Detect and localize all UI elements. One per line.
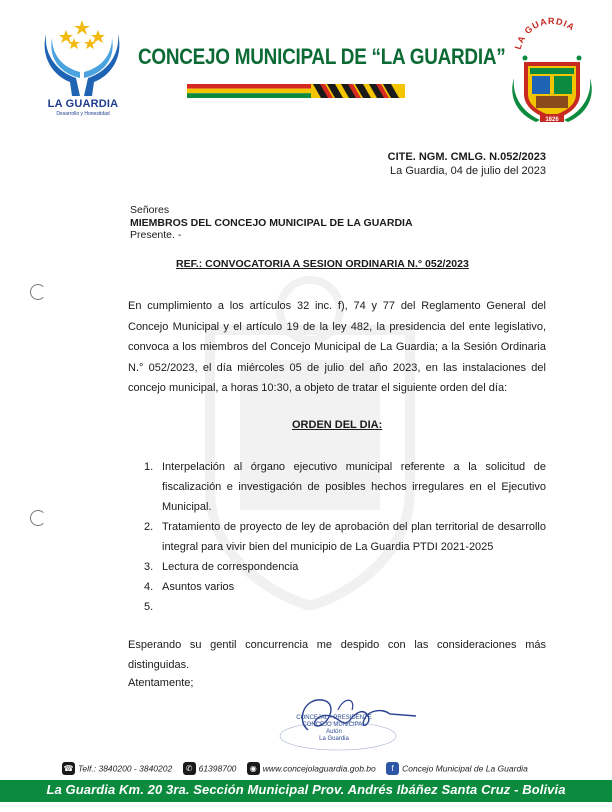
municipal-logo	[36, 16, 128, 116]
agenda-item-number: 3.	[144, 561, 154, 573]
salutation: Señores	[130, 204, 170, 216]
logo-left-text: LA GUARDIA	[47, 98, 119, 110]
body-paragraph: En cumplimiento a los artículos 32 inc. f), 74 y 77 del Reglamento General del Concejo Municipal y el artículo 19 de la ley 482, la presidencia del ente legislativo, convoca a los miembros del Concejo Municipal de La Guardia; a la Sesión Ordinaria N.° 052/2023, el día miércoles 05 de julio del año 2023, en las instalaciones del concejo municipal, a horas 10:30, a objeto de tratar el siguiente orden del día:	[128, 300, 546, 394]
facebook-icon: f	[386, 762, 399, 775]
footer-address: La Guardia Km. 20 3ra. Sección Municipal Prov. Andrés Ibáñez Santa Cruz - Bolivia	[46, 782, 566, 797]
logo-right-year: 1826	[545, 117, 559, 123]
closing-paragraph: Esperando su gentil concurrencia me despido con las consideraciones más distinguidas.	[128, 639, 546, 671]
recipient: MIEMBROS DEL CONCEJO MUNICIPAL DE LA GUARDIA	[130, 216, 413, 229]
punch-hole-icon	[30, 284, 46, 300]
presente: Presente. -	[130, 229, 182, 241]
agenda-item	[144, 517, 546, 557]
agenda-item	[144, 577, 546, 597]
stamp-line: La Guardia	[319, 736, 349, 742]
phone-icon: ☎	[63, 764, 74, 773]
contact-facebook[interactable]: Concejo Municipal de La Guardia	[402, 763, 528, 774]
agenda-item	[144, 557, 546, 577]
agenda-item-text: Lectura de correspondencia	[162, 561, 299, 573]
contact-whatsapp: 61398700	[198, 763, 237, 774]
agenda-item-text: Interpelación al órgano ejecutivo municipal referente a la solicitud de fiscalización e investigación de posibles hechos irregulares en el Ejecutivo Municipal.	[162, 461, 546, 513]
agenda-item-text: Tratamiento de proyecto de ley de aprobación del plan territorial de desarrollo integral para vivir bien del municipio de La Guardia PTDI 2021-2025	[162, 521, 546, 553]
agenda-item-number: 5.	[144, 601, 154, 613]
stamp-line: Autón	[326, 729, 342, 735]
council-title: CONCEJO MUNICIPAL DE “LA GUARDIA”	[138, 44, 506, 69]
place-date: La Guardia, 04 de julio del 2023	[390, 165, 546, 177]
reference-line: REF.: CONVOCATORIA A SESION ORDINARIA N.° 052/2023	[176, 258, 469, 270]
coat-of-arms	[510, 16, 594, 124]
logo-left-subtext: Desarrollo y Honestidad	[56, 111, 110, 117]
shield-icon	[510, 16, 594, 124]
svg-text:LA GUARDIA	[513, 16, 577, 51]
hands-stars-icon	[36, 16, 128, 98]
logo-right-text: LA GUARDIA	[512, 16, 577, 51]
stamp-line: CONCEJAL - PRESIDENTE	[296, 715, 372, 721]
agenda-item-number: 2.	[144, 521, 154, 533]
agenda-item	[144, 597, 546, 617]
cite-block	[388, 150, 546, 178]
regards: Atentamente;	[128, 677, 194, 689]
official-stamp	[274, 715, 394, 743]
agenda-title: ORDEN DEL DIA:	[292, 419, 383, 431]
agenda-item-text: Asuntos varios	[162, 581, 235, 593]
flag-stripe-icon	[187, 84, 405, 98]
contact-phone: Telf.: 3840200 - 3840202	[78, 763, 173, 774]
whatsapp-icon: ✆	[183, 762, 196, 775]
stamp-line: CONCEJO MUNICIPAL	[302, 722, 366, 728]
addressee-block	[130, 204, 413, 242]
cite-number: CITE. NGM. CMLG. N.052/2023	[387, 151, 546, 163]
agenda-item-number: 4.	[144, 581, 154, 593]
punch-hole-icon	[30, 510, 46, 526]
web-icon: ◉	[247, 762, 260, 775]
contact-website[interactable]: www.concejolaguardia.gob.bo	[262, 763, 376, 774]
contact-line	[54, 762, 528, 775]
agenda-item-number: 1.	[144, 461, 154, 473]
agenda-item	[144, 457, 546, 517]
agenda-list	[144, 457, 546, 617]
